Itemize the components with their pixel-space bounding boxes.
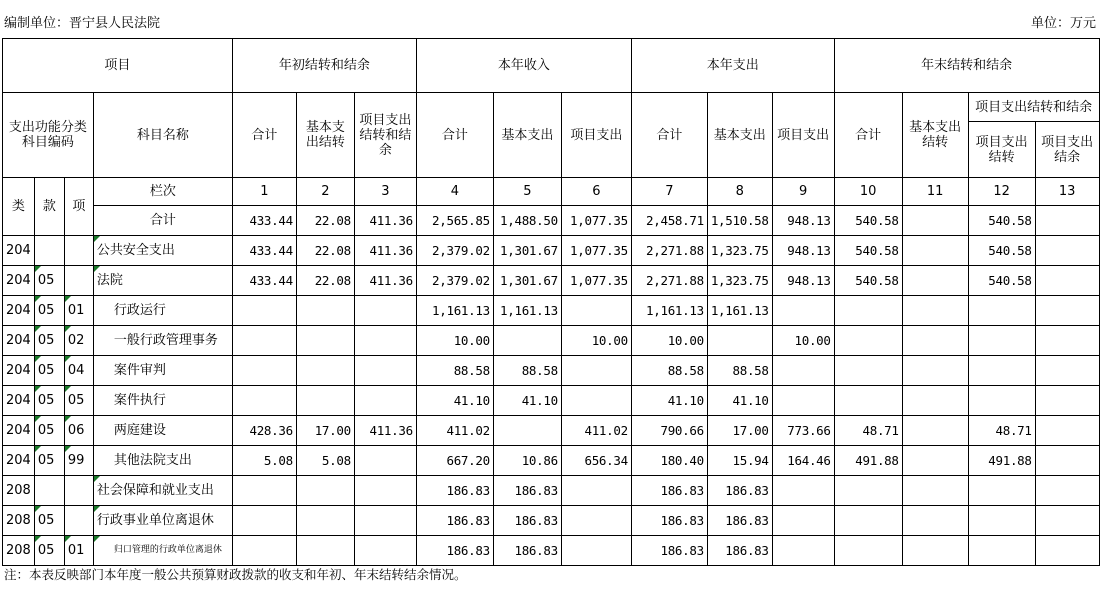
value-cell xyxy=(232,386,296,416)
value-cell: 948.13 xyxy=(772,206,834,236)
category-code: 204 xyxy=(3,416,35,446)
table-row xyxy=(3,296,1100,326)
value-cell xyxy=(772,536,834,566)
value-cell: 41.10 xyxy=(631,386,707,416)
function-code-header: 支出功能分类科目编码 xyxy=(3,93,94,178)
value-cell: 41.10 xyxy=(493,386,561,416)
value-cell: 411.36 xyxy=(354,236,416,266)
value-cell xyxy=(1035,506,1099,536)
item-code: 05 xyxy=(34,446,64,476)
budget-table xyxy=(2,38,1100,566)
value-cell: 186.83 xyxy=(493,476,561,506)
subitem-code xyxy=(64,266,93,296)
table-row xyxy=(3,266,1100,296)
value-cell: 5.08 xyxy=(296,446,354,476)
value-cell: 411.02 xyxy=(561,416,631,446)
value-cell xyxy=(902,536,968,566)
value-cell xyxy=(232,356,296,386)
value-cell xyxy=(902,506,968,536)
value-cell: 2,379.02 xyxy=(416,236,493,266)
income-header: 本年收入 xyxy=(416,39,631,93)
value-cell xyxy=(902,446,968,476)
lei-header: 类 xyxy=(3,178,35,236)
item-code: 05 xyxy=(34,326,64,356)
value-cell xyxy=(1035,476,1099,506)
value-cell xyxy=(1035,206,1099,236)
subitem-code: 99 xyxy=(64,446,93,476)
value-cell: 186.83 xyxy=(631,536,707,566)
table-row xyxy=(3,386,1100,416)
expend-total-header: 合计 xyxy=(631,93,707,178)
value-cell: 88.58 xyxy=(416,356,493,386)
value-cell: 540.58 xyxy=(968,236,1035,266)
value-cell: 186.83 xyxy=(493,506,561,536)
subject-name-cell: 行政事业单位离退休 xyxy=(93,506,232,536)
value-cell xyxy=(902,236,968,266)
value-cell: 1,077.35 xyxy=(561,206,631,236)
subject-name-cell: 两庭建设 xyxy=(93,416,232,446)
begin-total-header: 合计 xyxy=(232,93,296,178)
value-cell xyxy=(968,326,1035,356)
item-code: 05 xyxy=(34,416,64,446)
subject-name-cell: 社会保障和就业支出 xyxy=(93,476,232,506)
project-header: 项目 xyxy=(3,39,233,93)
end-balance-header: 年末结转和结余 xyxy=(834,39,1099,93)
value-cell: 790.66 xyxy=(631,416,707,446)
value-cell: 411.02 xyxy=(416,416,493,446)
value-cell: 1,077.35 xyxy=(561,236,631,266)
value-cell xyxy=(1035,266,1099,296)
value-cell: 1,077.35 xyxy=(561,266,631,296)
subitem-code: 02 xyxy=(64,326,93,356)
category-code: 204 xyxy=(3,446,35,476)
item-code: 05 xyxy=(34,536,64,566)
begin-project-carry-header: 项目支出结转和结余 xyxy=(354,93,416,178)
value-cell xyxy=(296,506,354,536)
value-cell: 186.83 xyxy=(416,476,493,506)
value-cell xyxy=(902,296,968,326)
category-code: 204 xyxy=(3,236,35,266)
subitem-code: 01 xyxy=(64,296,93,326)
value-cell xyxy=(354,506,416,536)
item-code: 05 xyxy=(34,506,64,536)
column-number: 2 xyxy=(296,178,354,206)
subitem-code xyxy=(64,236,93,266)
value-cell: 1,161.13 xyxy=(493,296,561,326)
value-cell xyxy=(902,416,968,446)
subject-name-cell: 一般行政管理事务 xyxy=(93,326,232,356)
subject-name-cell: 公共安全支出 xyxy=(93,236,232,266)
value-cell: 1,301.67 xyxy=(493,266,561,296)
value-cell: 540.58 xyxy=(834,206,902,236)
xiang-header: 项 xyxy=(64,178,93,236)
value-cell: 1,323.75 xyxy=(707,266,772,296)
value-cell: 186.83 xyxy=(416,506,493,536)
value-cell: 540.58 xyxy=(834,266,902,296)
value-cell: 22.08 xyxy=(296,266,354,296)
value-cell xyxy=(834,356,902,386)
column-number: 4 xyxy=(416,178,493,206)
table-row xyxy=(3,446,1100,476)
value-cell xyxy=(1035,236,1099,266)
value-cell xyxy=(772,476,834,506)
value-cell: 15.94 xyxy=(707,446,772,476)
subitem-code xyxy=(64,506,93,536)
value-cell xyxy=(772,356,834,386)
value-cell xyxy=(561,296,631,326)
value-cell: 433.44 xyxy=(232,206,296,236)
value-cell xyxy=(232,506,296,536)
value-cell xyxy=(561,506,631,536)
subject-name-cell: 归口管理的行政单位离退休 xyxy=(93,536,232,566)
column-number: 1 xyxy=(232,178,296,206)
table-row xyxy=(3,476,1100,506)
value-cell: 186.83 xyxy=(416,536,493,566)
value-cell: 773.66 xyxy=(772,416,834,446)
value-cell: 2,271.88 xyxy=(631,266,707,296)
value-cell: 433.44 xyxy=(232,266,296,296)
item-code: 05 xyxy=(34,296,64,326)
value-cell: 41.10 xyxy=(707,386,772,416)
value-cell: 411.36 xyxy=(354,206,416,236)
value-cell: 186.83 xyxy=(707,506,772,536)
category-code: 204 xyxy=(3,296,35,326)
value-cell xyxy=(232,326,296,356)
value-cell xyxy=(834,476,902,506)
value-cell xyxy=(493,326,561,356)
value-cell: 17.00 xyxy=(707,416,772,446)
subject-name-cell: 合计 xyxy=(93,206,232,236)
category-code: 208 xyxy=(3,536,35,566)
value-cell: 540.58 xyxy=(968,206,1035,236)
value-cell xyxy=(968,386,1035,416)
value-cell: 22.08 xyxy=(296,206,354,236)
subject-name-cell: 案件审判 xyxy=(93,356,232,386)
value-cell xyxy=(354,476,416,506)
value-cell xyxy=(772,386,834,416)
subject-name-cell: 行政运行 xyxy=(93,296,232,326)
column-number: 11 xyxy=(902,178,968,206)
value-cell: 433.44 xyxy=(232,236,296,266)
lanci-label: 栏次 xyxy=(93,178,232,206)
value-cell xyxy=(968,476,1035,506)
value-cell: 667.20 xyxy=(416,446,493,476)
table-row xyxy=(3,416,1100,446)
income-basic-header: 基本支出 xyxy=(493,93,561,178)
income-total-header: 合计 xyxy=(416,93,493,178)
column-number: 6 xyxy=(561,178,631,206)
value-cell xyxy=(834,506,902,536)
value-cell xyxy=(902,476,968,506)
value-cell: 10.86 xyxy=(493,446,561,476)
end-total-header: 合计 xyxy=(834,93,902,178)
value-cell xyxy=(902,206,968,236)
value-cell xyxy=(834,296,902,326)
value-cell: 164.46 xyxy=(772,446,834,476)
value-cell: 948.13 xyxy=(772,266,834,296)
value-cell xyxy=(902,266,968,296)
subject-name-cell: 案件执行 xyxy=(93,386,232,416)
value-cell xyxy=(1035,446,1099,476)
item-code: 05 xyxy=(34,266,64,296)
subject-name-cell: 其他法院支出 xyxy=(93,446,232,476)
value-cell: 1,161.13 xyxy=(707,296,772,326)
value-cell xyxy=(834,326,902,356)
table-row xyxy=(3,326,1100,356)
value-cell: 186.83 xyxy=(631,506,707,536)
subitem-code: 05 xyxy=(64,386,93,416)
value-cell: 186.83 xyxy=(631,476,707,506)
value-cell: 1,510.58 xyxy=(707,206,772,236)
category-code: 204 xyxy=(3,326,35,356)
end-project-balance-header: 项目支出结余 xyxy=(1035,122,1099,178)
value-cell: 948.13 xyxy=(772,236,834,266)
value-cell xyxy=(354,296,416,326)
value-cell xyxy=(902,326,968,356)
value-cell xyxy=(772,506,834,536)
expend-project-header: 项目支出 xyxy=(772,93,834,178)
value-cell: 10.00 xyxy=(416,326,493,356)
kuan-header: 款 xyxy=(34,178,64,236)
expend-basic-header: 基本支出 xyxy=(707,93,772,178)
value-cell xyxy=(354,356,416,386)
value-cell: 491.88 xyxy=(968,446,1035,476)
value-cell xyxy=(296,476,354,506)
value-cell xyxy=(296,326,354,356)
value-cell: 186.83 xyxy=(707,476,772,506)
end-basic-carry-header: 基本支出结转 xyxy=(902,93,968,178)
value-cell xyxy=(354,536,416,566)
category-code: 204 xyxy=(3,356,35,386)
value-cell xyxy=(968,536,1035,566)
category-code: 208 xyxy=(3,476,35,506)
value-cell xyxy=(296,536,354,566)
value-cell xyxy=(232,296,296,326)
table-row xyxy=(3,356,1100,386)
value-cell: 10.00 xyxy=(561,326,631,356)
value-cell xyxy=(232,476,296,506)
income-project-header: 项目支出 xyxy=(561,93,631,178)
table-row xyxy=(3,206,1100,236)
subject-name-header: 科目名称 xyxy=(93,93,232,178)
value-cell xyxy=(902,356,968,386)
subitem-code: 01 xyxy=(64,536,93,566)
value-cell xyxy=(296,356,354,386)
value-cell: 1,161.13 xyxy=(631,296,707,326)
item-code xyxy=(34,236,64,266)
value-cell: 1,323.75 xyxy=(707,236,772,266)
value-cell xyxy=(1035,416,1099,446)
subject-name-cell: 法院 xyxy=(93,266,232,296)
value-cell: 2,458.71 xyxy=(631,206,707,236)
category-code: 204 xyxy=(3,266,35,296)
value-cell: 656.34 xyxy=(561,446,631,476)
category-code: 204 xyxy=(3,386,35,416)
value-cell: 88.58 xyxy=(493,356,561,386)
value-cell xyxy=(707,326,772,356)
item-code xyxy=(34,476,64,506)
value-cell xyxy=(968,506,1035,536)
value-cell xyxy=(232,536,296,566)
footnote: 注：本表反映部门本年度一般公共预算财政拨款的收支和年初、年末结转结余情况。 xyxy=(4,567,467,582)
value-cell: 1,301.67 xyxy=(493,236,561,266)
currency-unit-label: 单位：万元 xyxy=(1030,16,1096,31)
column-number: 7 xyxy=(631,178,707,206)
subitem-code: 06 xyxy=(64,416,93,446)
value-cell: 2,565.85 xyxy=(416,206,493,236)
value-cell: 41.10 xyxy=(416,386,493,416)
column-number: 3 xyxy=(354,178,416,206)
value-cell xyxy=(968,296,1035,326)
value-cell xyxy=(561,356,631,386)
table-row xyxy=(3,506,1100,536)
value-cell: 10.00 xyxy=(772,326,834,356)
value-cell: 428.36 xyxy=(232,416,296,446)
value-cell: 17.00 xyxy=(296,416,354,446)
value-cell xyxy=(902,386,968,416)
subitem-code: 04 xyxy=(64,356,93,386)
value-cell: 186.83 xyxy=(707,536,772,566)
value-cell: 5.08 xyxy=(232,446,296,476)
value-cell: 22.08 xyxy=(296,236,354,266)
column-number: 5 xyxy=(493,178,561,206)
begin-basic-carry-header: 基本支出结转 xyxy=(296,93,354,178)
value-cell: 2,379.02 xyxy=(416,266,493,296)
value-cell: 491.88 xyxy=(834,446,902,476)
table-row xyxy=(3,236,1100,266)
value-cell: 411.36 xyxy=(354,416,416,446)
column-number: 13 xyxy=(1035,178,1099,206)
value-cell: 48.71 xyxy=(834,416,902,446)
value-cell xyxy=(561,476,631,506)
value-cell: 48.71 xyxy=(968,416,1035,446)
value-cell: 180.40 xyxy=(631,446,707,476)
value-cell xyxy=(1035,356,1099,386)
value-cell xyxy=(354,326,416,356)
item-code: 05 xyxy=(34,386,64,416)
value-cell xyxy=(1035,296,1099,326)
value-cell: 2,271.88 xyxy=(631,236,707,266)
item-code: 05 xyxy=(34,356,64,386)
value-cell xyxy=(834,536,902,566)
value-cell xyxy=(772,296,834,326)
value-cell: 540.58 xyxy=(834,236,902,266)
value-cell xyxy=(296,296,354,326)
end-project-group-header: 项目支出结转和结余 xyxy=(968,93,1099,122)
compiling-unit-label: 编制单位：晋宁县人民法院 xyxy=(4,16,161,31)
value-cell xyxy=(296,386,354,416)
value-cell: 88.58 xyxy=(631,356,707,386)
end-project-carry-header: 项目支出结转 xyxy=(968,122,1035,178)
column-number: 10 xyxy=(834,178,902,206)
value-cell xyxy=(493,416,561,446)
value-cell xyxy=(354,446,416,476)
value-cell xyxy=(1035,386,1099,416)
value-cell xyxy=(354,386,416,416)
value-cell xyxy=(561,536,631,566)
value-cell: 186.83 xyxy=(493,536,561,566)
table-row xyxy=(3,536,1100,566)
column-number: 8 xyxy=(707,178,772,206)
value-cell: 540.58 xyxy=(968,266,1035,296)
value-cell: 10.00 xyxy=(631,326,707,356)
expenditure-header: 本年支出 xyxy=(631,39,834,93)
value-cell: 1,488.50 xyxy=(493,206,561,236)
category-code: 208 xyxy=(3,506,35,536)
begin-balance-header: 年初结转和结余 xyxy=(232,39,416,93)
value-cell: 1,161.13 xyxy=(416,296,493,326)
value-cell: 88.58 xyxy=(707,356,772,386)
subitem-code xyxy=(64,476,93,506)
value-cell xyxy=(561,386,631,416)
value-cell xyxy=(834,386,902,416)
value-cell xyxy=(1035,326,1099,356)
value-cell xyxy=(1035,536,1099,566)
column-number: 12 xyxy=(968,178,1035,206)
value-cell xyxy=(968,356,1035,386)
column-number: 9 xyxy=(772,178,834,206)
value-cell: 411.36 xyxy=(354,266,416,296)
